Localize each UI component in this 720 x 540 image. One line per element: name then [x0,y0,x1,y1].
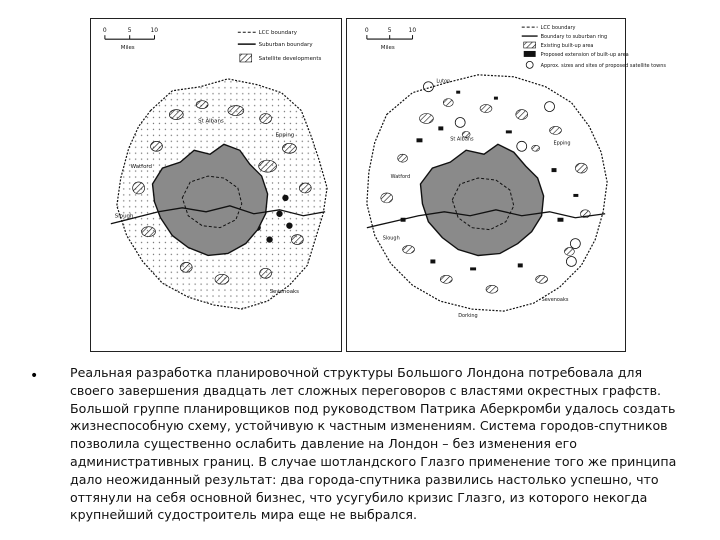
scale-tick-label: 5 [127,27,132,35]
legend-proposed-extension: Proposed extension of built-up area [540,51,629,58]
legend-existing-built-up: Existing built-up area [540,42,594,49]
legend-lcc-boundary: LCC boundary [540,25,576,32]
place-label-dorking: Dorking [458,313,478,320]
scale-unit-label: Miles [380,44,395,51]
legend-suburban-boundary: Suburban boundary [258,42,313,49]
scale-unit-label: Miles [120,45,135,52]
place-label-watford: Watford [390,174,411,181]
scale-tick-label: 10 [408,27,417,35]
legend-satellite-developments: Satellite developments [258,56,322,62]
body-paragraph: Реальная разработка планировочной структуры Большого Лондона потребовала для своего завершения двадцать лет сложных переговоров с властями окрестных графств. Большой группе планировщиков под руководством Патрика Аберкромби удалось создать жизнеспособную схему, устойчивую к частным изменениям. Система городов-спутников позволила существенно ослабить давление на Лондон – без изменения его административных границ. В случае шотландского Глазго применение того же принципа дало неожиданный результат: два города-спутника развились настолько успешно, что оттянули на себя основной бизнес, что усугубило кризис Глазго, из которого некогда крупнейший судостроитель мира еще не выбрался. [70,365,677,523]
place-label-epping: Epping [553,140,571,147]
comparison-maps-figure [90,18,666,352]
bullet-marker: • [30,368,39,384]
legend-lcc-boundary: LCC boundary [258,30,297,37]
right-map [346,18,666,352]
scale-tick-label: 0 [364,27,369,35]
place-label-st-albans: St Albans [198,118,224,125]
left-map [90,18,342,352]
place-label-luton: Luton [436,78,451,85]
scale-tick-label: 0 [102,27,107,35]
place-label-sevenoaks: Sevenoaks [541,297,569,304]
right-legend [522,25,667,69]
left-legend [238,30,322,62]
right-scale-bar [365,27,416,51]
place-label-st-albans: St Albans [450,136,474,143]
place-label-slough: Slough [114,213,134,220]
place-label-watford: Watford [130,164,153,171]
left-map-drawing [91,19,341,351]
left-scale-bar [103,27,158,51]
place-label-sevenoaks: Sevenoaks [269,289,300,296]
place-label-slough: Slough [382,235,400,242]
scale-tick-label: 5 [387,27,392,35]
legend-proposed-satellite-towns: Approx. sizes and sites of proposed satellite towns [540,62,666,69]
place-label-epping: Epping [275,132,295,139]
london-core-area [420,144,543,255]
right-map-drawing [347,19,666,351]
legend-suburban-ring: Boundary to suburban ring [540,34,608,41]
scale-tick-label: 10 [150,27,159,35]
